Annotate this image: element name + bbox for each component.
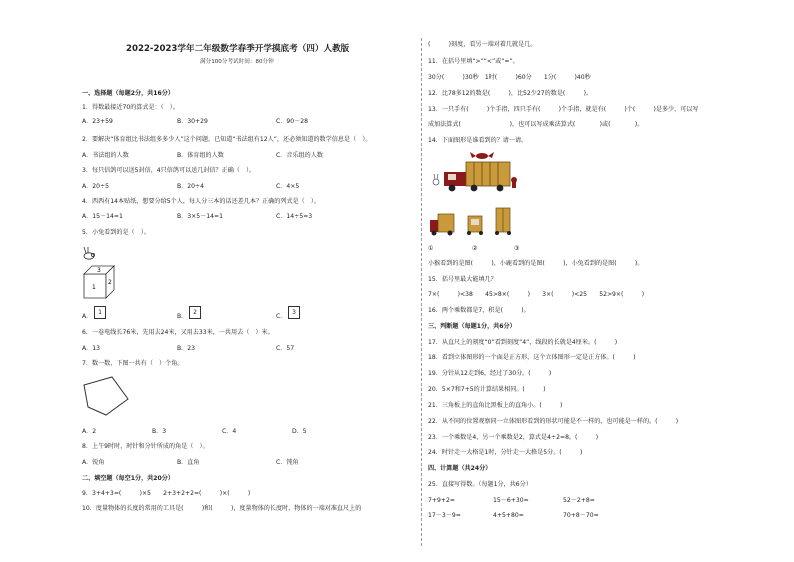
question-1: 1．得数最接近70的算式是：（ ）。 <box>82 104 179 111</box>
q5-option-a: A． <box>82 313 93 320</box>
q7-option-a: A．2 <box>82 428 97 435</box>
q2-option-a: A．书法组的人数 <box>82 152 129 159</box>
question-21: 21．三角板上的直角比黑板上的直角小。( ) <box>428 402 563 409</box>
question-20: 20．5×7和7+5的计算结果相同。( ) <box>428 386 546 393</box>
question-13: 13．一只手有( )个手指，四只手有( )个手指，就是有( )个( )是多少，可以写 <box>428 106 699 113</box>
question-25: 25．直接写得数。（每题1分，共6分） <box>428 481 532 488</box>
truck-views-figure <box>430 206 530 238</box>
section-judge-heading: 三、判断题（每题1分，共6分） <box>428 323 516 330</box>
rabbit-icon <box>84 247 95 259</box>
question-10: 10．度量物体的长度的常用的工具是( )和( )，度量物体的长度时，物体的一端对准直尺上的 <box>82 505 362 512</box>
q6-option-c: C．57 <box>276 345 295 352</box>
bird-icon <box>470 152 494 159</box>
view-label-3: ③ <box>514 245 520 252</box>
question-4: 4．西西有14本贴纸，想要分给5个人，每人分三本的话还差几本？正确的列式是（ ）。 <box>82 198 320 205</box>
exam-title: 2022-2023学年二年级数学春季开学摸底考（四）人教版 <box>126 44 350 54</box>
cube-top-number: 3 <box>97 267 101 274</box>
question-11: 11．在括号里填“>”“<”或“=”。 <box>428 58 519 65</box>
q3-option-b: B．20÷4 <box>177 183 205 190</box>
cube-side-number: 2 <box>108 279 112 286</box>
calc-item: 17－3－9= <box>428 512 461 519</box>
q8-option-a: A．锐角 <box>82 459 105 466</box>
question-14: 14．下面图形是谁看到的？请一请。 <box>428 137 528 144</box>
question-17: 17．从直尺上的刻度“0”看到刻度“4”，线段的长就是4厘米。( ) <box>428 339 618 346</box>
section-choice-heading: 一、选择题（每题2分，共16分） <box>82 90 174 97</box>
question-14-answer: 小猴看到的是图( )，小鹿看到的是图( )，小兔看到的是图( )。 <box>428 260 644 267</box>
rabbit-cube-figure <box>82 244 142 302</box>
angle-shape-figure <box>82 373 142 419</box>
q4-option-c: C．14÷5=3 <box>276 213 313 220</box>
question-15-items: 7×( )<38 45>8×( ) 3×( )<25 52>9×( ) <box>428 291 645 298</box>
question-18: 18．看到立体图形的一个面是正方形，这个立体图形一定是正方体。( ) <box>428 354 636 361</box>
question-15: 15．括号里最大能填几？ <box>428 276 497 283</box>
calc-item: 4+5+80= <box>493 512 524 519</box>
truck-scene-figure <box>428 150 548 200</box>
view-3-back-truck <box>495 208 511 235</box>
monkey-icon <box>511 177 517 188</box>
question-22: 22．从不同的位置观察同一立体图形看到的形状可能是不一样的，也可能是一样的。( ) <box>428 418 679 425</box>
question-16: 16．两个乘数都是7，积是( )。 <box>428 307 530 314</box>
section-fill-heading: 二、填空题（每空1分，共20分） <box>82 475 174 482</box>
calc-item: 52－2+8= <box>563 497 595 504</box>
view-label-2: ② <box>472 245 478 252</box>
question-12: 12．比78多12的数是( )，比52少27的数是( )。 <box>428 90 593 97</box>
q7-option-c: C．4 <box>222 428 237 435</box>
q4-option-a: A．15－14=1 <box>82 213 123 220</box>
calc-item: 15－6+30= <box>493 497 529 504</box>
q4-option-b: B．3×5－14=1 <box>177 213 223 220</box>
q7-option-b: B．3 <box>152 428 167 435</box>
cube-front-number: 1 <box>92 284 96 291</box>
q3-option-a: A．20÷5 <box>82 183 109 190</box>
question-7: 7．数一数，下图一共有（ ）个角。 <box>82 360 184 367</box>
question-5: 5．小兔看到的是（ ）。 <box>82 229 150 236</box>
q7-option-d: D．5 <box>292 428 307 435</box>
question-19: 19．分针从12走到6，经过了30分。( ) <box>428 370 552 377</box>
question-2: 2．要解决“体育组比书法组多多少人”这个问题，已知道“书法组有12人”，还必须知道的数学信息是（ ）。 <box>82 136 372 143</box>
question-11-items: 30分( )30秒 1时( )60分 1分( )40秒 <box>428 74 591 81</box>
q5-option-b: B． <box>177 313 188 320</box>
q5-option-c-box: 3 <box>288 306 300 319</box>
q3-option-c: C．4×5 <box>276 183 300 190</box>
q2-option-b: B．体育组的人数 <box>177 152 224 159</box>
question-3: 3．每只信鸽可以送5封信，4只信鸽可以送几封信？正确（ ）。 <box>82 167 256 174</box>
exam-subtitle: 满分100分考试时间：80分钟 <box>200 59 274 65</box>
view-label-1: ① <box>428 245 434 252</box>
q6-option-a: A．13 <box>82 345 101 352</box>
section-calc-heading: 四、计算题（共24分） <box>428 465 492 472</box>
question-10-continued: ( )刻度，看另一端对着几就是几。 <box>428 41 537 48</box>
q8-option-b: B．直角 <box>177 459 200 466</box>
question-6: 6．一卷电线长76米，先用去24米，又用去33米，一共用去（ ）米。 <box>82 329 274 336</box>
q5-option-a-box: 1 <box>94 306 106 319</box>
q8-option-c: C．钝角 <box>276 459 299 466</box>
q2-option-c: C．音乐组的人数 <box>276 152 323 159</box>
question-8: 8．上午9时时，时针和分针所成的角是（ ）。 <box>82 443 209 450</box>
question-9: 9．3+4+3=( )×5 2+3+2+2=( )×( ) <box>82 490 251 497</box>
q5-option-c: C． <box>276 313 287 320</box>
view-2-front-truck <box>467 216 483 235</box>
animal-icon <box>433 174 439 185</box>
q1-option-c: C．90－28 <box>276 118 308 125</box>
truck-icon <box>444 162 510 191</box>
column-divider <box>421 38 422 546</box>
calc-item: 7+9+2= <box>428 497 455 504</box>
q5-option-b-box: 2 <box>189 306 201 319</box>
q6-option-b: B．23 <box>177 345 196 352</box>
question-13-continued: 成加法算式( )，也可以写成乘法算式( )或( )。 <box>428 121 644 128</box>
question-24: 24．时针走一大格是1时，分针走一大格是5分。( ) <box>428 449 583 456</box>
q1-option-a: A．23+59 <box>82 118 113 125</box>
calc-item: 70+8－70= <box>563 512 599 519</box>
question-23: 23．一个乘数是4，另一个乘数是2，算式是4÷2=8。( ) <box>428 434 599 441</box>
q1-option-b: B．30+29 <box>177 118 208 125</box>
view-1-side-truck <box>430 214 454 236</box>
